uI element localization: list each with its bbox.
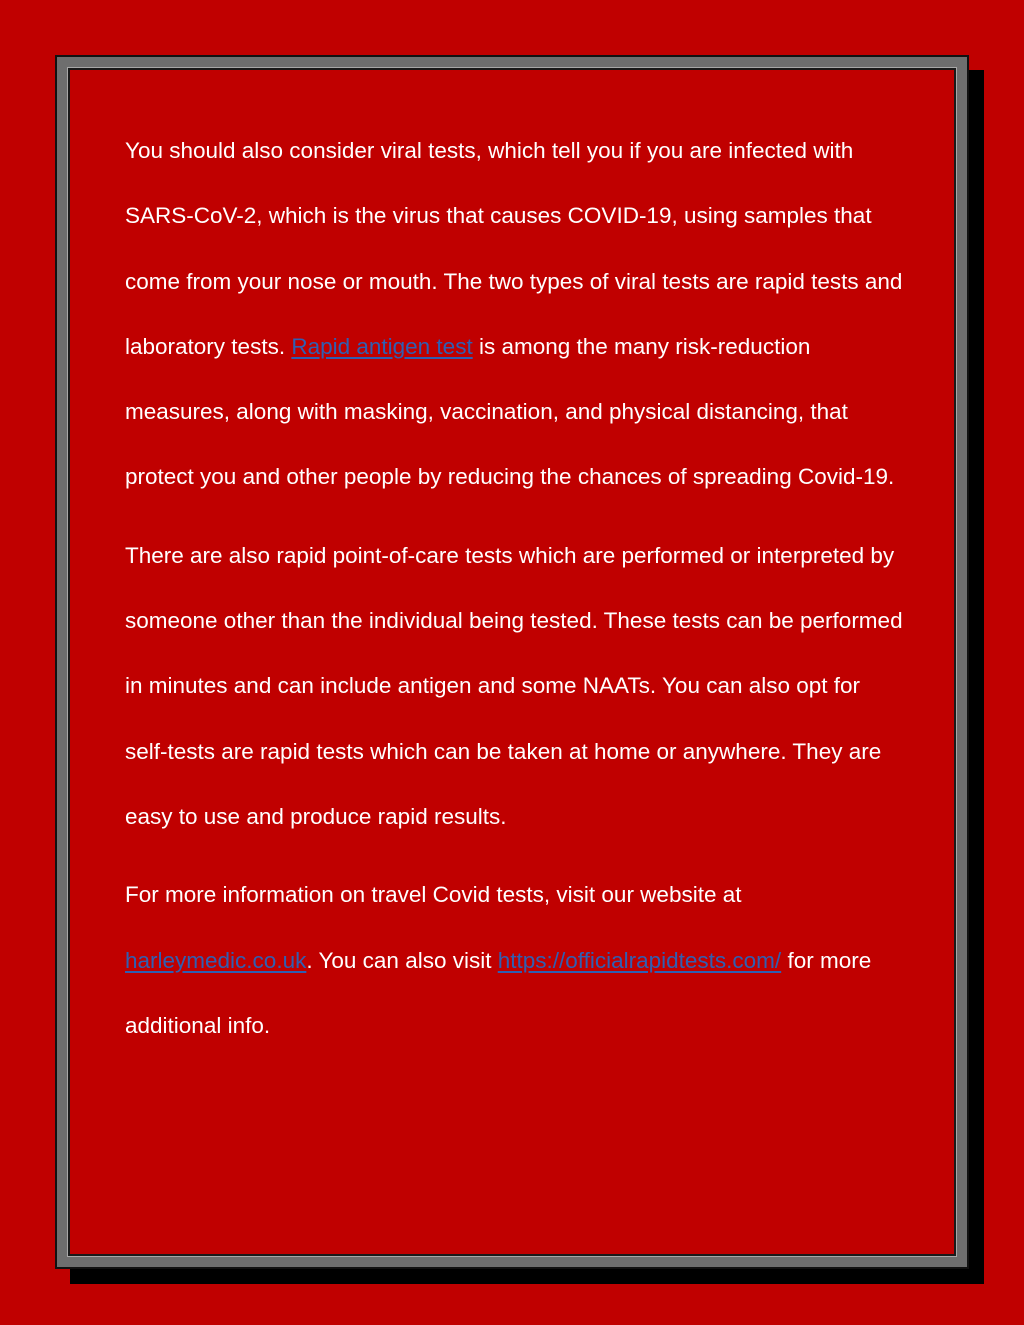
page-frame (55, 55, 969, 1269)
officialrapidtests-link[interactable]: https://officialrapidtests.com/ (497, 947, 782, 973)
content-panel (68, 68, 956, 1256)
paragraph-3-text-middle: . You can also visit (306, 947, 498, 973)
paragraph-1-text-start: You should also consider viral tests, which tell you if you are infected with SARS-CoV-2, which is the virus that causes COVID-19, using samples that come from your nose or mouth. The two types of viral tests are rapid tests and laboratory tests. (125, 138, 903, 359)
paragraph-3-text-end: for more additional info. (125, 947, 872, 1038)
paragraph-1-text-end: is among the many risk-reduction measures, along with masking, vaccination, and physical distancing, that protect you and other people by reducing the chances of spreading Covid-19. (125, 333, 895, 490)
paragraph-more-information (125, 862, 905, 1058)
paragraph-point-of-care-tests: There are also rapid point-of-care tests which are performed or interpreted by someone other than the individual being tested. These tests can be performed in minutes and can include antigen and some NAATs. You can also opt for self-tests are rapid tests which can be taken at home or anywhere. They are easy to use and produce rapid results. (125, 542, 903, 829)
article-body (125, 118, 905, 1071)
paragraph-3-text-start: For more information on travel Covid tests, visit our website at (125, 882, 742, 908)
harleymedic-link[interactable]: harleymedic.co.uk (125, 947, 307, 973)
rapid-antigen-test-link[interactable]: Rapid antigen test (291, 333, 473, 359)
paragraph-viral-tests (125, 118, 905, 510)
